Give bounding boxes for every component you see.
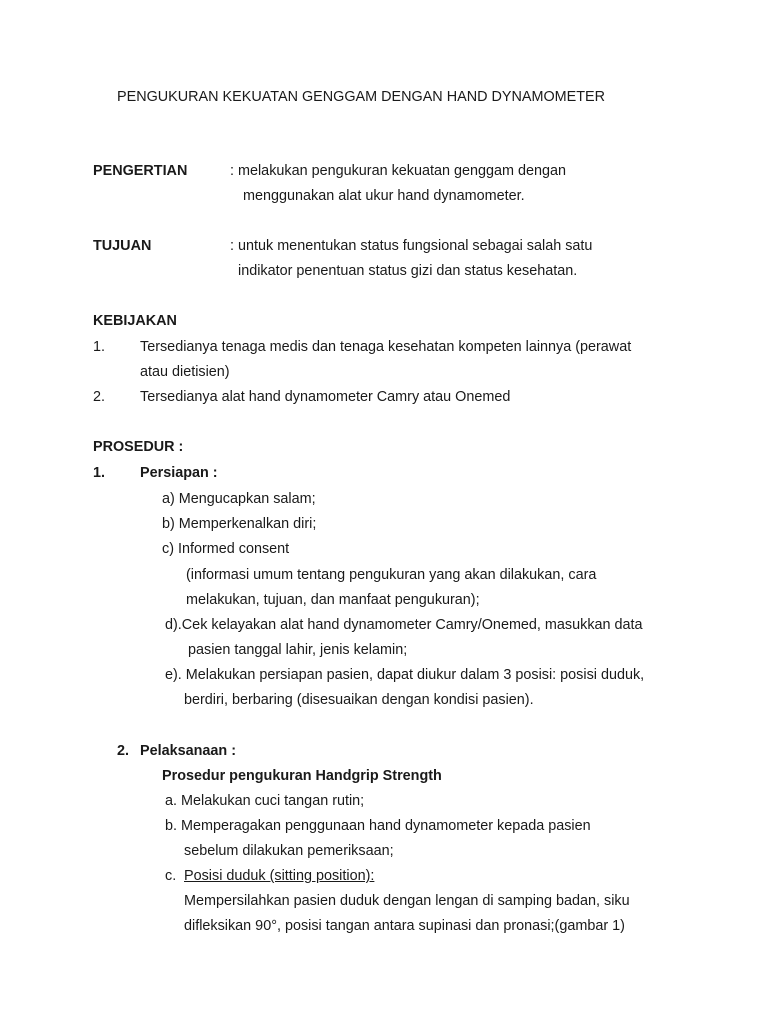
pengertian-text-2: menggunakan alat ukur hand dynamometer. (243, 188, 525, 204)
persiapan-title: Persiapan : (140, 465, 218, 481)
kebijakan-item-2-text: Tersedianya alat hand dynamometer Camry atau Onemed (140, 389, 511, 405)
pelaksanaan-item-b: b. Memperagakan penggunaan hand dynamometer kepada pasien (165, 818, 591, 834)
persiapan-item-e: e). Melakukan persiapan pasien, dapat diukur dalam 3 posisi: posisi duduk, (165, 667, 645, 683)
persiapan-item-d: d).Cek kelayakan alat hand dynamometer Camry/Onemed, masukkan data (165, 617, 643, 633)
tujuan-text-2: indikator penentuan status gizi dan status kesehatan. (238, 263, 578, 279)
pelaksanaan-item-a: a. Melakukan cuci tangan rutin; (165, 793, 365, 809)
pelaksanaan-item-c-label: Posisi duduk (sitting position): (184, 868, 375, 884)
pelaksanaan-item-c-text-1: Mempersilahkan pasien duduk dengan lengan di samping badan, siku (184, 893, 630, 909)
persiapan-item-d-cont: pasien tanggal lahir, jenis kelamin; (188, 642, 408, 658)
kebijakan-heading: KEBIJAKAN (93, 313, 177, 329)
tujuan-label: TUJUAN (93, 238, 152, 254)
tujuan-text-1: : untuk menentukan status fungsional sebagai salah satu (230, 238, 593, 254)
pelaksanaan-item-c-marker: c. (165, 868, 177, 884)
kebijakan-item-1-number: 1. (93, 339, 106, 355)
persiapan-item-c-detail-2: melakukan, tujuan, dan manfaat pengukuran); (186, 592, 480, 608)
kebijakan-item-1-text-cont: atau dietisien) (140, 364, 230, 380)
document-title: PENGUKURAN KEKUATAN GENGGAM DENGAN HAND DYNAMOMETER (117, 89, 606, 105)
persiapan-item-c-detail-1: (informasi umum tentang pengukuran yang akan dilakukan, cara (186, 567, 597, 583)
pelaksanaan-subtitle: Prosedur pengukuran Handgrip Strength (162, 768, 442, 784)
kebijakan-item-1-text: Tersedianya tenaga medis dan tenaga kesehatan kompeten lainnya (perawat (140, 339, 632, 355)
pelaksanaan-item-c-text-2: difleksikan 90°, posisi tangan antara supinasi dan pronasi;(gambar 1) (184, 918, 625, 934)
kebijakan-item-2-number: 2. (93, 389, 106, 405)
pengertian-label: PENGERTIAN (93, 163, 188, 179)
pelaksanaan-number: 2. (117, 743, 130, 759)
persiapan-item-a: a) Mengucapkan salam; (162, 491, 316, 507)
pelaksanaan-title: Pelaksanaan : (140, 743, 236, 759)
prosedur-heading: PROSEDUR : (93, 439, 184, 455)
pengertian-text-1: : melakukan pengukuran kekuatan genggam dengan (230, 163, 567, 179)
persiapan-item-e-cont: berdiri, berbaring (disesuaikan dengan kondisi pasien). (184, 692, 534, 708)
persiapan-item-c: c) Informed consent (162, 541, 290, 557)
pelaksanaan-item-b-cont: sebelum dilakukan pemeriksaan; (184, 843, 394, 859)
persiapan-item-b: b) Memperkenalkan diri; (162, 516, 317, 532)
persiapan-number: 1. (93, 465, 106, 481)
